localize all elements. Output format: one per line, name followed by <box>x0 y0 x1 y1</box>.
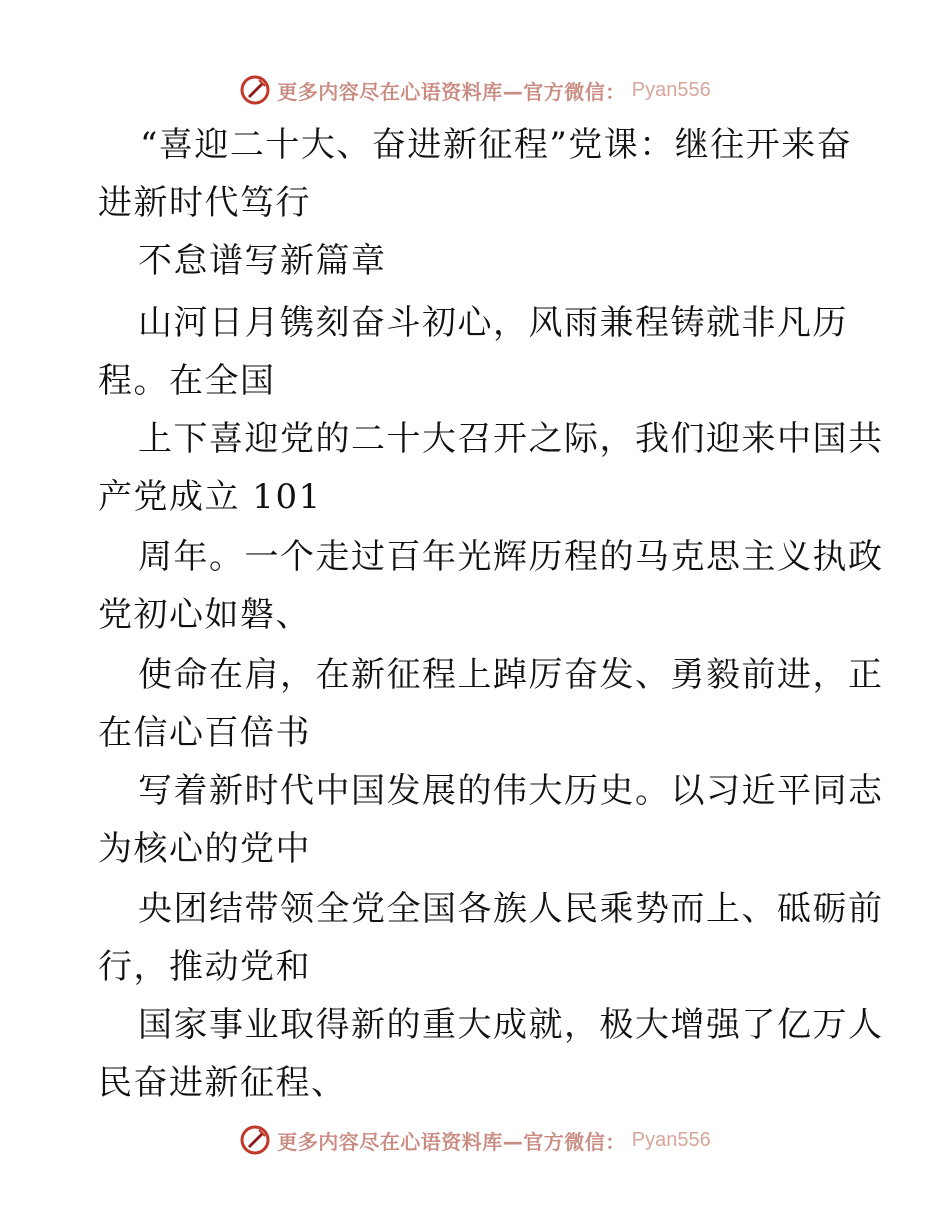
body-line: 周年。一个走过百年光辉历程的马克思主义执政 <box>138 537 884 577</box>
body-line: 国家事业取得新的重大成就，极大增强了亿万人 <box>138 1005 884 1045</box>
body-line: 上下喜迎党的二十大召开之际，我们迎来中国共 <box>138 419 884 459</box>
body-line: “喜迎二十大、奋进新征程”党课：继往开来奋 <box>140 125 853 165</box>
body-line: 进新时代笃行 <box>98 183 311 223</box>
watermark-text: 更多内容尽在心语资料库—官方微信： <box>277 1129 626 1154</box>
quill-circle-logo-icon <box>239 1124 271 1156</box>
body-line: 不怠谱写新篇章 <box>138 241 387 281</box>
watermark-text: 更多内容尽在心语资料库—官方微信： <box>277 79 626 104</box>
watermark-wechat-id: Pyan556 <box>631 1128 711 1151</box>
body-line: 在信心百倍书 <box>98 713 311 753</box>
body-line: 央团结带领全党全国各族人民乘势而上、砥砺前 <box>138 889 884 929</box>
body-line: 行，推动党和 <box>98 947 311 987</box>
body-line: 程。在全国 <box>98 361 276 401</box>
header-watermark <box>0 70 950 110</box>
footer-watermark <box>0 1120 950 1160</box>
body-line: 使命在肩，在新征程上踔厉奋发、勇毅前进，正 <box>138 655 884 695</box>
body-line: 党初心如磐、 <box>98 595 311 635</box>
body-line: 民奋进新征程、 <box>98 1063 347 1103</box>
body-line: 为核心的党中 <box>98 829 311 869</box>
body-line: 产党成立 101 <box>98 477 322 517</box>
body-line: 山河日月镌刻奋斗初心，风雨兼程铸就非凡历 <box>138 303 848 343</box>
watermark-wechat-id: Pyan556 <box>631 78 711 101</box>
body-line: 写着新时代中国发展的伟大历史。以习近平同志 <box>138 771 884 811</box>
quill-circle-logo-icon <box>239 74 271 106</box>
